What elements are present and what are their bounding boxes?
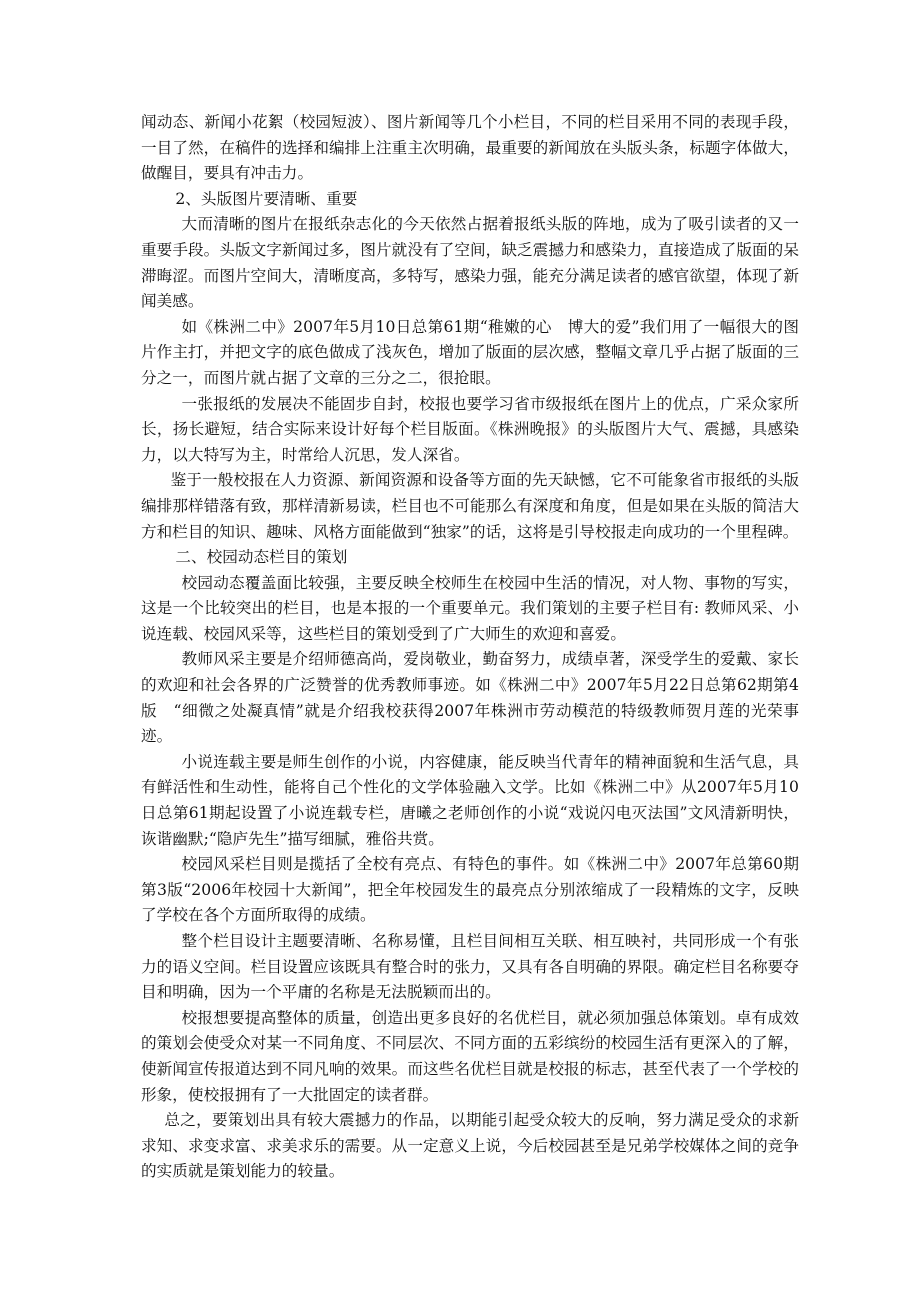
paragraph-teacher-profile: 教师风采主要是介绍师德高尚，爱岗敬业，勤奋努力，成绩卓著，深受学生的爱戴、家长的欢迎和社会各界的广泛赞誉的优秀教师事迹。如《株洲二中》2007年5月22日总第62期第4版 “细微之处凝真情”就是介绍我校获得2007年株洲市劳动模范的特级教师贺月莲的光荣事迹。 xyxy=(141,650,799,746)
paragraph-learn-from-newspapers: 一张报纸的发展决不能固步自封，校报也要学习省市级报纸在图片上的优点，广采众家所长，扬长避短，结合实际来设计好每个栏目版面。《株洲晚报》的头版图片大气、震撼，具感染力，以大特写为主，时常给人沉思，发人深省。 xyxy=(141,394,799,464)
paragraph-campus-news-coverage: 校园动态覆盖面比较强，主要反映全校师生在校园中生活的情况，对人物、事物的写实，这是一个比较突出的栏目，也是本报的一个重要单元。我们策划的主要子栏目有: 教师风采、小说连载、校园风采等，这些栏目的策划受到了广大师生的欢迎和喜爱。 xyxy=(141,573,799,643)
section-heading-campus-news-planning: 二、校园动态栏目的策划 xyxy=(175,548,348,567)
paragraph-school-paper-limitations: 鉴于一般校报在人力资源、新闻资源和设备等方面的先天缺憾，它不可能象省市报纸的头版编排那样错落有致，那样清新易读，栏目也不可能那么有深度和角度，但是如果在头版的简洁大方和栏目的知识、趣味、风格方面能做到“独家”的话，这将是引导校报走向成功的一个里程碑。 xyxy=(141,471,799,541)
paragraph-large-clear-images: 大而清晰的图片在报纸杂志化的今天依然占据着报纸头版的阵地，成为了吸引读者的又一重要手段。头版文字新闻过多，图片就没有了空间，缺乏震撼力和感染力，直接造成了版面的呆滞晦涩。而图片空间大，清晰度高，多特写，感染力强，能充分满足读者的感官欲望，体现了新闻美感。 xyxy=(141,215,799,311)
paragraph-overall-planning: 校报想要提高整体的质量，创造出更多良好的名优栏目，就必须加强总体策划。卓有成效的策划会使受众对某一不同角度、不同层次、不同方面的五彩缤纷的校园生活有更深入的了解，使新闻宣传报道达到不同凡响的效果。而这些名优栏目就是校报的标志，甚至代表了一个学校的形象，使校报拥有了一大批固定的读者群。 xyxy=(141,1008,799,1104)
paragraph-column-design-theme: 整个栏目设计主题要清晰、名称易懂，且栏目间相互关联、相互映衬，共同形成一个有张力的语义空间。栏目设置应该既具有整合时的张力，又具有各自明确的界限。确定栏目名称要夺目和明确，因为一个平庸的名称是无法脱颖而出的。 xyxy=(141,932,799,1002)
paragraph-campus-highlights: 校园风采栏目则是揽括了全校有亮点、有特色的事件。如《株洲二中》2007年总第60期第3版“2006年校园十大新闻”，把全年校园发生的最亮点分别浓缩成了一段精炼的文字，反映了学校在各个方面所取得的成绩。 xyxy=(141,855,799,925)
paragraph-column-intro-continued: 闻动态、新闻小花絮（校园短波）、图片新闻等几个小栏目，不同的栏目采用不同的表现手段，一目了然，在稿件的选择和编排上注重主次明确，最重要的新闻放在头版头条，标题字体做大，做醒目，要具有冲击力。 xyxy=(141,113,799,183)
document-page xyxy=(141,110,799,1185)
paragraph-novel-serial: 小说连载主要是师生创作的小说，内容健康，能反映当代青年的精神面貌和生活气息，具有鲜活性和生动性，能将自己个性化的文学体验融入文学。比如《株洲二中》从2007年5月10日总第61期起设置了小说连载专栏，唐曦之老师创作的小说“戏说闪电灭法国”文风清新明快，诙谐幽默;“隐庐先生”描写细腻，雅俗共赏。 xyxy=(141,752,799,848)
paragraph-conclusion: 总之，要策划出具有较大震撼力的作品，以期能引起受众较大的反响，努力满足受众的求新求知、求变求富、求美求乐的需要。从一定意义上说，今后校园甚至是兄弟学校媒体之间的竞争的实质就是策划能力的较量。 xyxy=(141,1111,799,1181)
section-heading-front-page-images: 2、头版图片要清晰、重要 xyxy=(175,189,358,208)
paragraph-example-61st-issue: 如《株洲二中》2007年5月10日总第61期“稚嫩的心 博大的爱”我们用了一幅很大的图片作主打，并把文字的底色做成了浅灰色，增加了版面的层次感，整幅文章几乎占据了版面的三分之一，而图片就占据了文章的三分之二，很抢眼。 xyxy=(141,317,799,387)
